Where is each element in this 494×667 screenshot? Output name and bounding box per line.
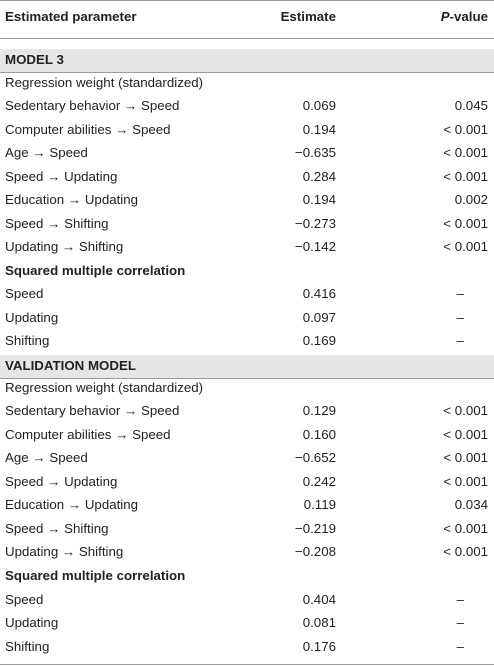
param-cell: Computer abilities → Speed bbox=[5, 122, 171, 137]
pvalue-cell: < 0.001 bbox=[443, 544, 488, 559]
subheading-label: Regression weight (standardized) bbox=[5, 380, 204, 395]
estimate-cell: −0.635 bbox=[294, 145, 336, 160]
pvalue-cell: – bbox=[456, 333, 464, 348]
pvalue-cell: 0.045 bbox=[454, 98, 488, 113]
estimate-cell: −0.208 bbox=[294, 544, 336, 559]
section-title: MODEL 3 bbox=[5, 52, 64, 67]
table-row bbox=[0, 521, 494, 545]
pvalue-cell: < 0.001 bbox=[443, 427, 488, 442]
table-row bbox=[0, 474, 494, 498]
pvalue-cell: – bbox=[456, 615, 464, 630]
estimate-cell: 0.160 bbox=[302, 427, 336, 442]
pvalue-cell: < 0.001 bbox=[443, 474, 488, 489]
estimate-cell: 0.416 bbox=[302, 286, 336, 301]
pvalue-cell: < 0.001 bbox=[443, 169, 488, 184]
estimate-cell: 0.169 bbox=[302, 333, 336, 348]
header-param: Estimated parameter bbox=[5, 9, 137, 24]
table-row bbox=[0, 98, 494, 122]
pvalue-cell: < 0.001 bbox=[443, 403, 488, 418]
param-cell: Age → Speed bbox=[5, 145, 88, 160]
param-cell: Updating bbox=[5, 615, 59, 630]
table-row bbox=[0, 122, 494, 146]
pvalue-cell: – bbox=[456, 286, 464, 301]
pvalue-cell: < 0.001 bbox=[443, 450, 488, 465]
subheading-label: Squared multiple correlation bbox=[5, 263, 186, 278]
estimate-cell: 0.176 bbox=[302, 639, 336, 654]
subheading-row bbox=[0, 75, 494, 99]
estimate-cell: 0.284 bbox=[302, 169, 336, 184]
pvalue-cell: – bbox=[456, 639, 464, 654]
table-row bbox=[0, 216, 494, 240]
param-cell: Updating bbox=[5, 310, 59, 325]
table-row bbox=[0, 239, 494, 263]
subheading-row bbox=[0, 380, 494, 404]
param-cell: Speed bbox=[5, 286, 44, 301]
param-cell: Speed → Shifting bbox=[5, 521, 109, 536]
section-rule bbox=[0, 378, 494, 379]
table-row bbox=[0, 544, 494, 568]
param-cell: Updating → Shifting bbox=[5, 544, 124, 559]
subheading-row bbox=[0, 263, 494, 287]
table-row bbox=[0, 615, 494, 639]
pvalue-cell: – bbox=[456, 310, 464, 325]
pvalue-cell: < 0.001 bbox=[443, 239, 488, 254]
param-cell: Speed → Updating bbox=[5, 169, 118, 184]
param-cell: Age → Speed bbox=[5, 450, 88, 465]
table-row bbox=[0, 169, 494, 193]
table-row bbox=[0, 639, 494, 663]
top-rule bbox=[0, 0, 494, 1]
bottom-rule bbox=[0, 664, 494, 665]
param-cell: Speed → Shifting bbox=[5, 216, 109, 231]
estimate-cell: −0.652 bbox=[294, 450, 336, 465]
param-cell: Speed → Updating bbox=[5, 474, 118, 489]
section-rule bbox=[0, 72, 494, 73]
table-row bbox=[0, 192, 494, 216]
estimate-cell: −0.219 bbox=[294, 521, 336, 536]
estimate-cell: 0.242 bbox=[302, 474, 336, 489]
param-cell: Sedentary behavior → Speed bbox=[5, 98, 180, 113]
table-row bbox=[0, 310, 494, 334]
param-cell: Education → Updating bbox=[5, 192, 139, 207]
estimate-cell: 0.194 bbox=[302, 192, 336, 207]
section-band-validation bbox=[0, 355, 494, 378]
subheading-label: Regression weight (standardized) bbox=[5, 75, 204, 90]
subheading-row bbox=[0, 568, 494, 592]
table-row bbox=[0, 450, 494, 474]
estimate-cell: 0.081 bbox=[302, 615, 336, 630]
estimate-cell: 0.119 bbox=[303, 497, 336, 512]
pvalue-cell: < 0.001 bbox=[443, 122, 488, 137]
header-pvalue: P-value bbox=[440, 9, 488, 24]
estimate-cell: −0.273 bbox=[294, 216, 336, 231]
table-row bbox=[0, 592, 494, 616]
estimate-cell: 0.194 bbox=[302, 122, 336, 137]
header-rule bbox=[0, 38, 494, 39]
table-header bbox=[0, 9, 494, 33]
section-title: VALIDATION MODEL bbox=[5, 358, 136, 373]
param-cell: Shifting bbox=[5, 333, 50, 348]
estimate-cell: 0.129 bbox=[302, 403, 336, 418]
table-row bbox=[0, 333, 494, 357]
estimate-cell: 0.097 bbox=[302, 310, 336, 325]
header-estimate: Estimate bbox=[280, 9, 336, 24]
param-cell: Education → Updating bbox=[5, 497, 139, 512]
param-cell: Shifting bbox=[5, 639, 50, 654]
param-cell: Computer abilities → Speed bbox=[5, 427, 171, 442]
param-cell: Speed bbox=[5, 592, 44, 607]
pvalue-cell: < 0.001 bbox=[443, 216, 488, 231]
table-row bbox=[0, 145, 494, 169]
table-row bbox=[0, 427, 494, 451]
estimate-cell: 0.404 bbox=[302, 592, 336, 607]
table-row bbox=[0, 286, 494, 310]
pvalue-cell: 0.002 bbox=[454, 192, 488, 207]
section-band-model3 bbox=[0, 49, 494, 72]
table-row bbox=[0, 497, 494, 521]
param-cell: Updating → Shifting bbox=[5, 239, 124, 254]
estimate-cell: −0.142 bbox=[294, 239, 336, 254]
estimate-cell: 0.069 bbox=[302, 98, 336, 113]
pvalue-cell: < 0.001 bbox=[443, 145, 488, 160]
subheading-label: Squared multiple correlation bbox=[5, 568, 186, 583]
pvalue-cell: < 0.001 bbox=[443, 521, 488, 536]
param-cell: Sedentary behavior → Speed bbox=[5, 403, 180, 418]
table-row bbox=[0, 403, 494, 427]
pvalue-cell: – bbox=[456, 592, 464, 607]
pvalue-cell: 0.034 bbox=[454, 497, 488, 512]
